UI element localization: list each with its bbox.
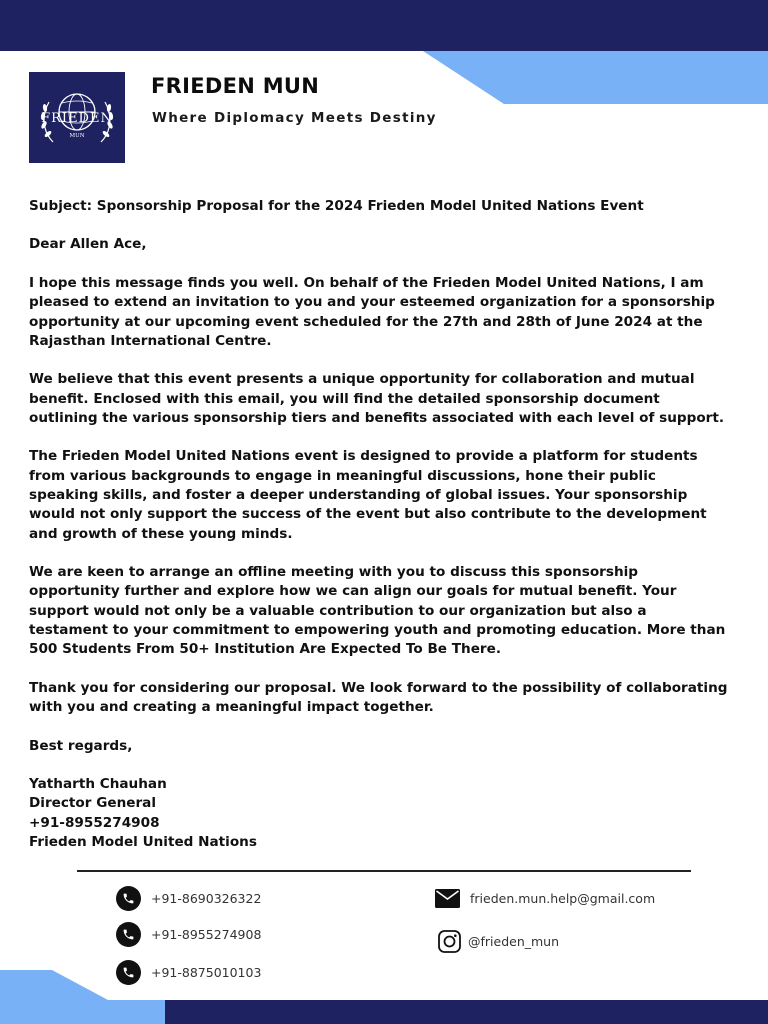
logo-text: FRIEDEN [41,111,113,126]
contact-phone-1[interactable] [115,885,261,911]
contact-phone-2[interactable] [115,921,261,947]
footer-divider [77,870,691,872]
instagram-icon [436,928,462,954]
letter-closing: Best regards, [29,737,133,754]
phone-number: +91-8875010103 [151,964,262,980]
signature-block [29,775,729,852]
signatory-organization: Frieden Model United Nations [29,833,257,850]
contact-instagram[interactable] [436,928,559,954]
letter-paragraph: The Frieden Model United Nations event is designed to provide a platform for students from various backgrounds to engage in meaningful discussions, hone their public speaking skills, and foster a deeper understanding of global issues. Your sponsorship would not only support the success of the event but also contribute to the development and growth of these young minds. [29,448,707,542]
frieden-mun-logo [29,72,125,163]
phone-icon [115,885,141,911]
letter-salutation: Dear Allen Ace, [29,236,147,253]
bottom-accent-band [0,968,768,1024]
instagram-handle: @frieden_mun [468,933,560,949]
signatory-role: Director General [29,795,157,812]
letter-paragraph: We are keen to arrange an offline meeting with you to discuss this sponsorship opportunity further and explore how we can align our goals for mutual benefit. Your support would not only be a valuable contribution to our organization but also a testament to your commitment to empowering youth and promoting education. More than 500 Students From 50+ Institution Are Expected To Be There. [29,564,726,658]
contact-email[interactable] [434,885,655,911]
signatory-phone: +91-8955274908 [29,814,160,831]
organization-title: FRIEDEN MUN [151,74,320,98]
top-navy-bar [0,0,768,51]
letter-paragraph: I hope this message finds you well. On behalf of the Frieden Model United Nations, I am pleased to extend an invitation to you and your esteemed organization for a sponsorship opportunity at our upcoming event scheduled for the 27th and 28th of June 2024 at the Rajasthan International Centre. [29,274,715,349]
mail-icon [434,885,460,911]
signatory-name: Yatharth Chauhan [29,776,167,793]
email-address: frieden.mun.help@gmail.com [470,890,656,906]
letter-paragraph: Thank you for considering our proposal. We look forward to the possibility of collaborating with you and creating a meaningful impact together. [29,679,728,716]
letter-subject: Subject: Sponsorship Proposal for the 2024 Frieden Model United Nations Event [29,198,644,214]
letter-paragraph: We believe that this event presents a unique opportunity for collaboration and mutual benefit. Enclosed with this email, you will find the detailed sponsorship document outlining the various sponsorship tiers and benefits associated with each level of support. [29,371,725,426]
phone-icon [115,921,141,947]
organization-tagline: Where Diplomacy Meets Destiny [152,110,437,126]
letter-body [29,197,729,852]
phone-number: +91-8690326322 [151,890,262,906]
logo-subtext: MUN [69,133,85,139]
phone-number: +91-8955274908 [151,926,262,942]
